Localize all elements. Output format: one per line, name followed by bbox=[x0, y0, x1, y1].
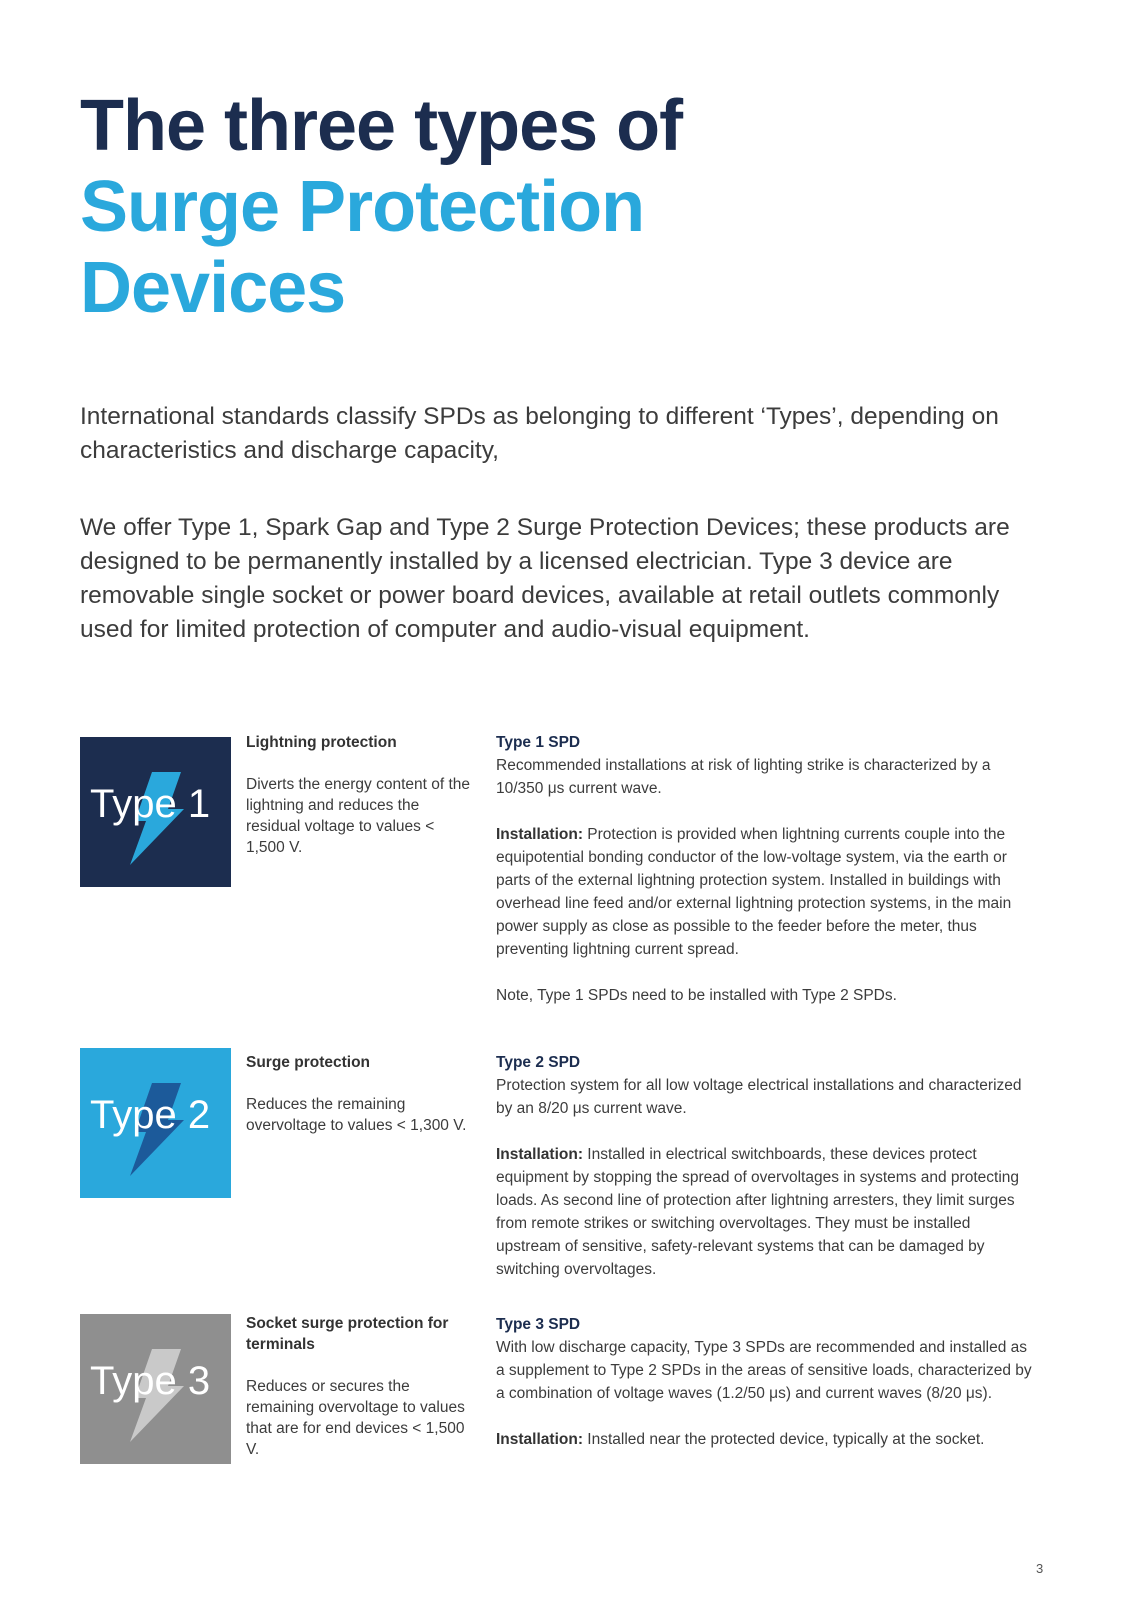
type-3-summary bbox=[246, 1313, 474, 1460]
type-1-tile bbox=[80, 737, 231, 887]
type-3-label: Type 3 bbox=[90, 1359, 211, 1403]
intro-paragraph-1: International standards classify SPDs as belonging to different ‘Types’, depending on characteristics and discharge capacity, bbox=[80, 403, 999, 464]
type-1-summary bbox=[246, 732, 474, 858]
type-1-details bbox=[496, 731, 1036, 1030]
type-3-subtitle: Socket surge protection for terminals bbox=[246, 1315, 449, 1353]
type-2-summary-text: Reduces the remaining overvoltage to values < 1,300 V. bbox=[246, 1096, 467, 1134]
type-1-installation-text: Protection is provided when lightning currents couple into the equipotential bonding conductor of the low-voltage system, via the earth or parts of the external lightning protection system. Installed in buildings with overhead line feed and/or external lightning protection systems, in the main power supply as close as possible to the feeder before the meter, thus preventing lightning current spread. bbox=[496, 826, 1012, 958]
type-3-tile bbox=[80, 1314, 231, 1464]
type-1-summary-text: Diverts the energy content of the lightning and reduces the residual voltage to values < 1,500 V. bbox=[246, 776, 471, 856]
type-1-label: Type 1 bbox=[90, 782, 211, 826]
type-1-installation bbox=[496, 823, 1036, 961]
type-2-heading: Type 2 SPD bbox=[496, 1054, 581, 1071]
type-1-installation-label: Installation: bbox=[496, 826, 583, 843]
title-line-3: Devices bbox=[80, 248, 346, 328]
type-1-subtitle: Lightning protection bbox=[246, 734, 397, 751]
type-3-heading: Type 3 SPD bbox=[496, 1316, 581, 1333]
type-2-installation bbox=[496, 1143, 1036, 1281]
type-2-summary bbox=[246, 1052, 474, 1136]
type-2-label: Type 2 bbox=[90, 1093, 211, 1137]
type-2-subtitle: Surge protection bbox=[246, 1054, 371, 1071]
type-2-tile bbox=[80, 1048, 231, 1198]
title-line-1: The three types of bbox=[80, 86, 683, 166]
type-1-description: Recommended installations at risk of lighting strike is characterized by a 10/350 μs current wave. bbox=[496, 757, 991, 797]
type-1-note: Note, Type 1 SPDs need to be installed with Type 2 SPDs. bbox=[496, 987, 897, 1004]
type-2-details bbox=[496, 1051, 1036, 1304]
type-2-description: Protection system for all low voltage electrical installations and characterized by an 8/20 μs current wave. bbox=[496, 1077, 1022, 1117]
type-3-installation-label: Installation: bbox=[496, 1431, 583, 1448]
type-3-details bbox=[496, 1313, 1036, 1474]
page-title bbox=[80, 86, 682, 329]
title-line-2: Surge Protection bbox=[80, 167, 645, 247]
type-3-description: With low discharge capacity, Type 3 SPDs are recommended and installed as a supplement to Type 2 SPDs in the areas of sensitive loads, characterized by a combination of voltage waves (1.2/50 μs) and current waves (8/20 μs). bbox=[496, 1339, 1032, 1402]
type-3-installation bbox=[496, 1428, 1036, 1451]
type-2-installation-label: Installation: bbox=[496, 1146, 583, 1163]
type-1-heading: Type 1 SPD bbox=[496, 734, 581, 751]
page-number: 3 bbox=[1036, 1561, 1044, 1576]
type-3-installation-text: Installed near the protected device, typically at the socket. bbox=[582, 1431, 985, 1448]
intro-paragraph-2: We offer Type 1, Spark Gap and Type 2 Surge Protection Devices; these products are designed to be permanently installed by a licensed electrician. Type 3 device are removable single socket or power board devices, available at retail outlets commonly used for limited protection of computer and audio-visual equipment. bbox=[80, 514, 1010, 643]
type-3-summary-text: Reduces or secures the remaining overvoltage to values that are for end devices < 1,500 V. bbox=[246, 1378, 465, 1458]
type-2-installation-text: Installed in electrical switchboards, these devices protect equipment by stopping the spread of overvoltages in systems and protecting loads. As second line of protection after lightning arresters, they limit surges from remote strikes or switching overvoltages. They must be installed upstream of sensitive, safety-relevant systems that can be damaged by switching overvoltages. bbox=[496, 1146, 1020, 1278]
